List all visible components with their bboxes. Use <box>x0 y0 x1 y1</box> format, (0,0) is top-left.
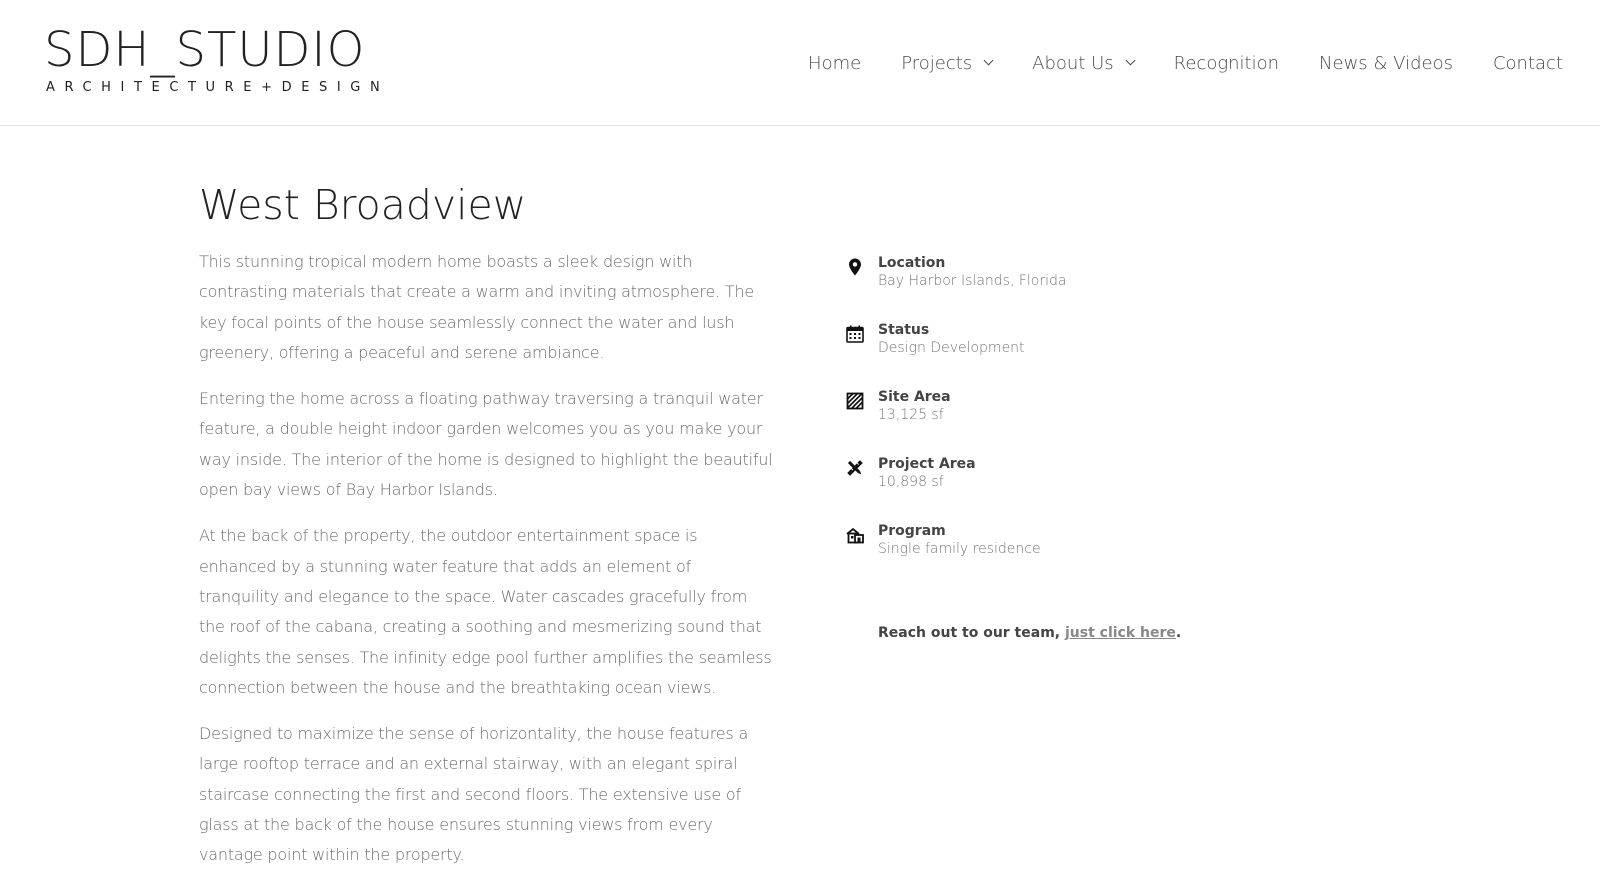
project-description <box>199 247 774 874</box>
spec-value: Bay Harbor Islands, Florida <box>878 273 1067 289</box>
nav-home[interactable] <box>808 53 861 74</box>
nav-news-videos[interactable] <box>1319 53 1453 74</box>
location-pin-icon <box>845 257 865 277</box>
nav-about-us[interactable] <box>1032 53 1134 74</box>
logo[interactable] <box>44 22 390 104</box>
logo-tagline: ARCHITECTURE+DESIGN <box>46 80 390 95</box>
spec-label: Program <box>878 523 946 539</box>
nav-recognition-label: Recognition <box>1173 52 1280 74</box>
nav-projects[interactable] <box>901 53 992 74</box>
building-icon <box>845 525 865 545</box>
nav-contact[interactable] <box>1493 53 1563 74</box>
nav-recognition[interactable] <box>1174 53 1279 74</box>
spec-label: Site Area <box>878 389 951 405</box>
nav-news-videos-label: News & Videos <box>1319 52 1453 74</box>
description-paragraph: This stunning tropical modern home boasts a sleek design with contrasting materials that create a warm and inviting atmosphere. The key focal points of the house seamlessly connect the water and lush greenery, offering a peaceful and serene ambiance. <box>199 252 755 362</box>
page-title: West Broadview <box>199 181 527 229</box>
nav-about-us-label: About Us <box>1032 52 1114 74</box>
hatched-square-icon <box>845 391 865 411</box>
spec-program <box>845 522 1205 589</box>
nav-home-label: Home <box>808 52 862 74</box>
contact-cta <box>878 625 1181 641</box>
calendar-icon <box>845 324 865 344</box>
site-header <box>0 0 1600 126</box>
description-paragraph: Entering the home across a floating pathway traversing a tranquil water feature, a double height indoor garden welcomes you as you make your way inside. The interior of the home is designed to highlight the beautiful open bay views of Bay Harbor Islands. <box>199 389 773 500</box>
cta-text: Reach out to our team, <box>878 625 1065 641</box>
spec-label: Location <box>878 255 946 271</box>
spec-value: 13,125 sf <box>878 407 944 423</box>
cta-end: . <box>1175 625 1182 641</box>
spec-label: Status <box>878 322 930 338</box>
spec-status <box>845 321 1205 388</box>
logo-wordmark: SDH_STUDIO <box>44 22 366 78</box>
spec-label: Project Area <box>878 456 976 472</box>
main-nav <box>808 51 1563 75</box>
description-paragraph: At the back of the property, the outdoor entertainment space is enhanced by a stunning water feature that adds an element of tranquility and elegance to the space. Water cascades gracefully from the roof of the cabana, creating a soothing and mesmerizing sound that delights the senses. The infinity edge pool further amplifies the seamless connection between the house and the breathtaking ocean views. <box>199 526 772 697</box>
project-specs <box>845 254 1205 589</box>
nav-contact-label: Contact <box>1492 52 1563 74</box>
spec-location <box>845 254 1205 321</box>
spec-value: Design Development <box>878 340 1025 356</box>
spec-project-area <box>845 455 1205 522</box>
description-paragraph: Designed to maximize the sense of horizontality, the house features a large rooftop terrace and an external stairway, with an elegant spiral staircase connecting the first and second floors. The extensive use of glass at the back of the house ensures stunning views from every vantage point within the property. <box>199 724 749 865</box>
spec-site-area <box>845 388 1205 455</box>
spec-value: 10,898 sf <box>878 474 944 490</box>
chevron-down-icon <box>1125 56 1135 66</box>
nav-projects-label: Projects <box>901 52 973 74</box>
ruler-pencil-icon <box>845 458 865 478</box>
chevron-down-icon <box>984 56 994 66</box>
cta-link[interactable]: just click here <box>1064 625 1176 641</box>
spec-value: Single family residence <box>878 541 1041 557</box>
